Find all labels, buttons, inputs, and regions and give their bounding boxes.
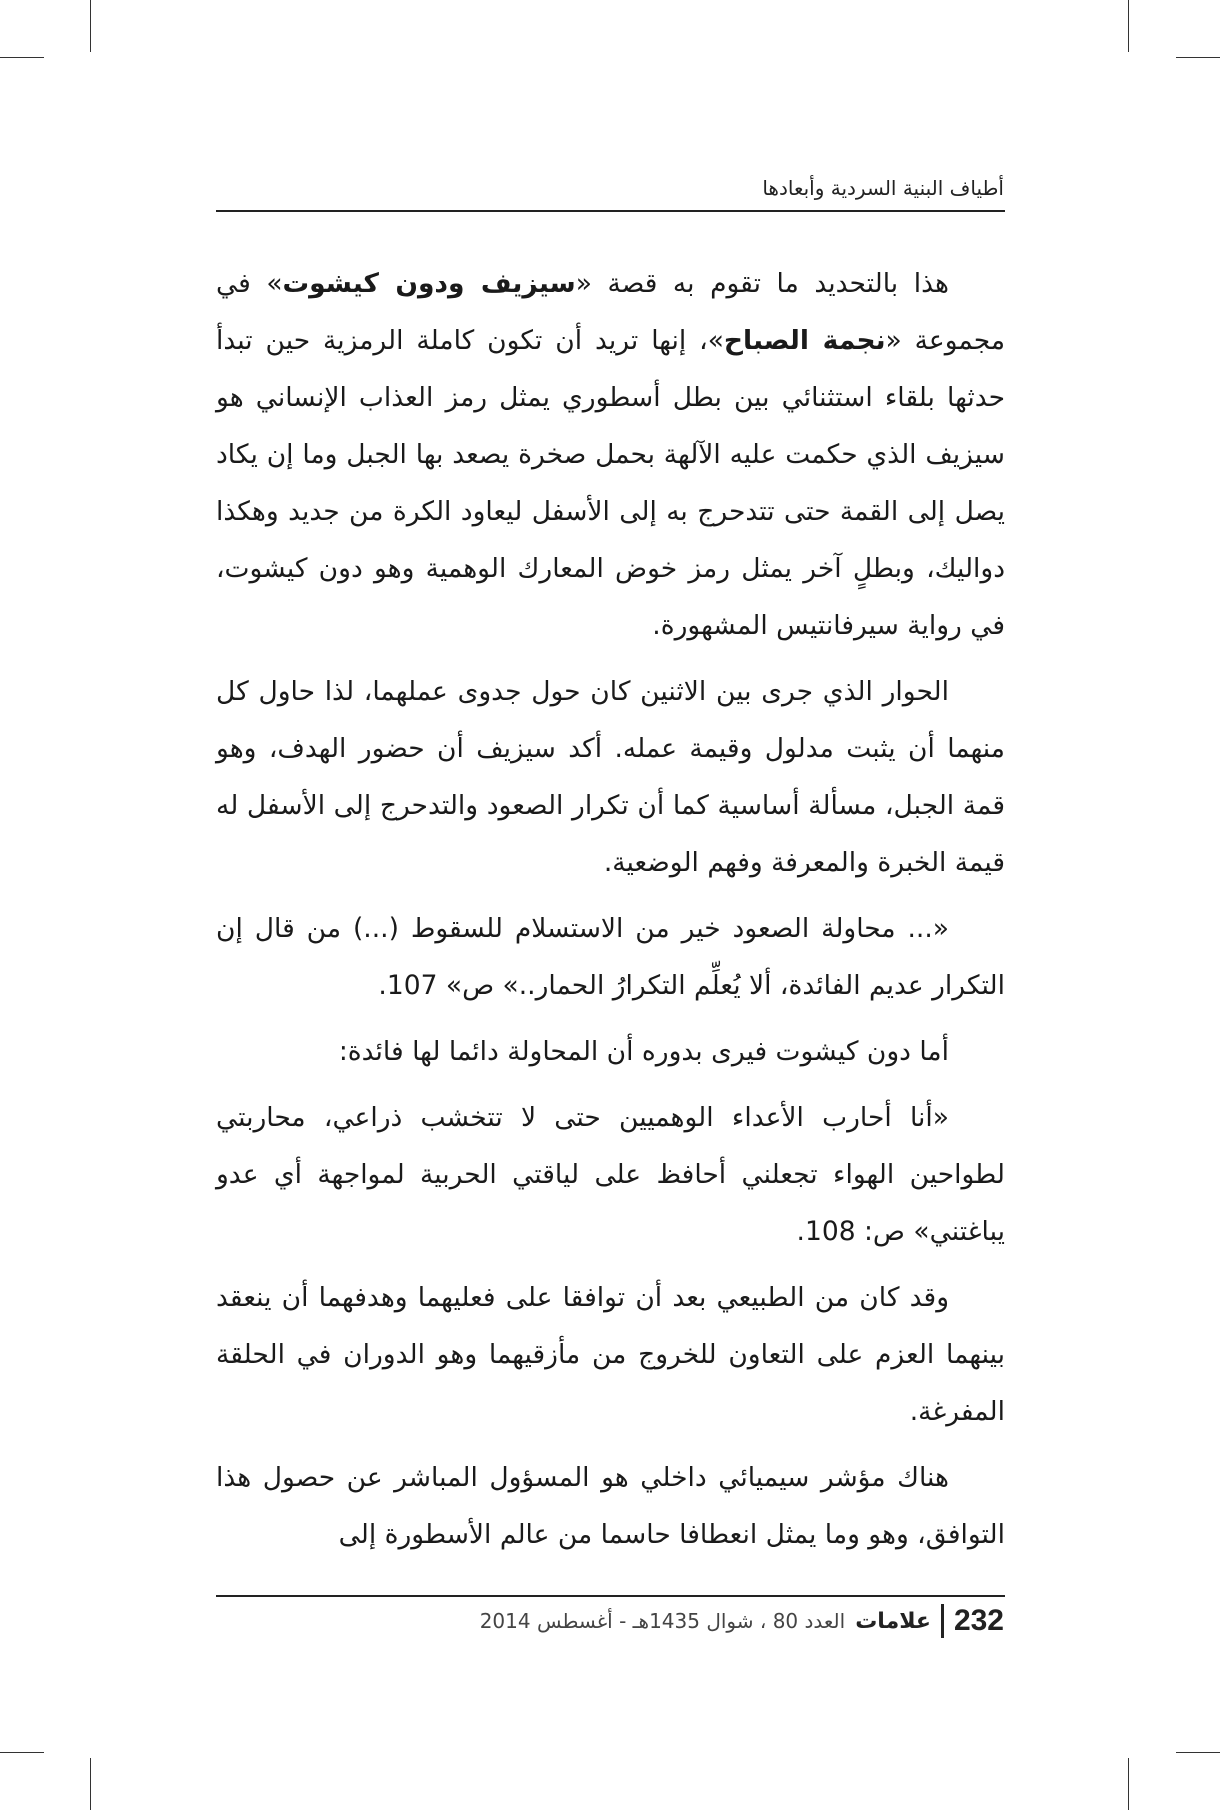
crop-mark bbox=[1176, 57, 1220, 58]
crop-mark bbox=[1128, 1758, 1129, 1810]
crop-mark bbox=[1128, 0, 1129, 52]
running-header: أطياف البنية السردية وأبعادها bbox=[762, 176, 1004, 200]
crop-mark bbox=[90, 1758, 91, 1810]
text-run: »، إنها تريد أن تكون كاملة الرمزية حين تبدأ حدثها بلقاء استثنائي بين بطل أسطوري يمثل رمز العذاب الإنساني هو سيزيف الذي حكمت عليه الآلهة بحمل صخرة يصعد بها الجبل وما إن يكاد يصل إلى القمة حتى تتدحرج به إلى الأسفل ليعاود الكرة من جديد وهكذا دواليك، وبطلٍ آخر يمثل رمز خوض المعارك الوهمية وهو دون كيشوت، في رواية سيرفانتيس المشهورة. bbox=[216, 325, 1005, 641]
body-text bbox=[216, 255, 1005, 1572]
emphasized-title: سيزيف ودون كيشوت bbox=[282, 268, 576, 299]
paragraph: هناك مؤشر سيميائي داخلي هو المسؤول المباشر عن حصول هذا التوافق، وهو وما يمثل انعطافا حاسما من عالم الأسطورة إلى bbox=[216, 1462, 1005, 1550]
crop-mark bbox=[1176, 1752, 1220, 1753]
journal-name: علامات bbox=[855, 1608, 931, 1634]
paragraph: «... محاولة الصعود خير من الاستسلام للسقوط (...) من قال إن التكرار عديم الفائدة، ألا يُعلِّم التكرارُ الحمار..» ص» 107. bbox=[216, 913, 1005, 1001]
text-run: » في مجموعة « bbox=[216, 268, 1006, 356]
paragraph: الحوار الذي جرى بين الاثنين كان حول جدوى عملهما، لذا حاول كل منهما أن يثبت مدلول وقيمة عمله. أكد سيزيف أن حضور الهدف، وهو قمة الجبل، مسألة أساسية كما أن تكرار الصعود والتدحرج إلى الأسفل له قيمة الخبرة والمعرفة وفهم الوضعية. bbox=[216, 676, 1005, 878]
emphasized-title: نجمة الصباح bbox=[723, 325, 886, 356]
page-number: 232 bbox=[953, 1604, 1004, 1637]
text-run: هذا بالتحديد ما تقوم به قصة « bbox=[575, 268, 949, 299]
footer-divider bbox=[216, 1595, 1005, 1597]
crop-mark bbox=[90, 0, 91, 52]
paragraph: وقد كان من الطبيعي بعد أن توافقا على فعليهما وهدفهما أن ينعقد بينهما العزم على التعاون للخروج من مأزقيهما وهو الدوران في الحلقة المفرغة. bbox=[216, 1282, 1005, 1427]
crop-mark bbox=[0, 57, 44, 58]
paragraph: أما دون كيشوت فيرى بدوره أن المحاولة دائما لها فائدة: bbox=[338, 1036, 949, 1067]
issue-info: العدد 80 ، شوال 1435هـ - أغسطس 2014 bbox=[479, 1609, 846, 1633]
footer-separator bbox=[941, 1604, 944, 1638]
paragraph bbox=[216, 255, 1005, 654]
crop-mark bbox=[0, 1752, 44, 1753]
header-divider bbox=[216, 210, 1005, 212]
page-footer bbox=[480, 1604, 1004, 1638]
paragraph: «أنا أحارب الأعداء الوهميين حتى لا تتخشب ذراعي، محاربتي لطواحين الهواء تجعلني أحافظ على لياقتي الحربية لمواجهة أي عدو يباغتني» ص: 108. bbox=[216, 1102, 1005, 1247]
